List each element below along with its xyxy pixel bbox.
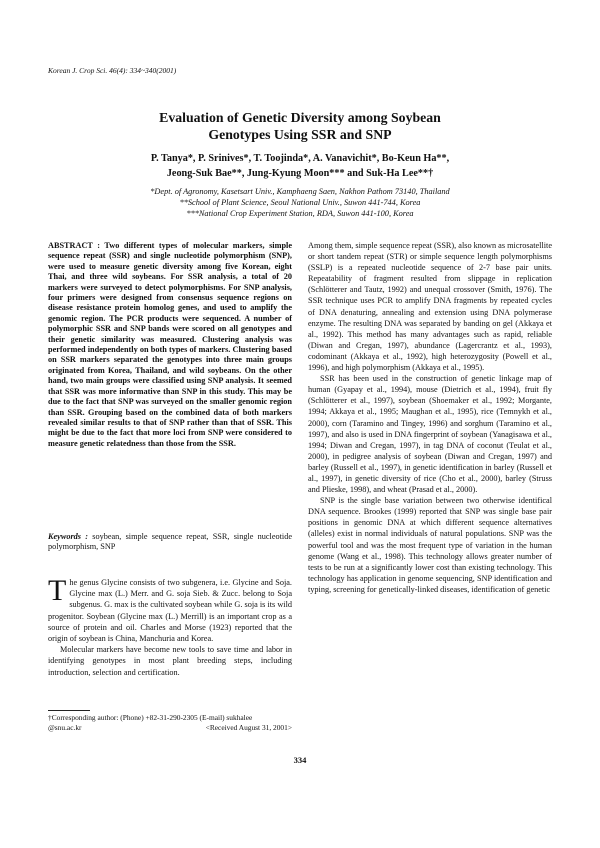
keywords xyxy=(48,532,292,553)
drop-cap: T xyxy=(48,574,67,607)
intro-paragraph-1-text: he genus Glycine consists of two subgenera, i.e. Glycine and Soja. Glycine max (L.) Merr. and G. soja Sieb. & Zucc. belong to Soja subgenus. G. max is the cultivated soybean while G. soja is its wild progenitor. Soybean (Glycine max (L.) Merrill) is an important crop as a source of protein and oil. Charles and Morse (1923) reported that the origin of soybean is China, Manchuria and Korea. xyxy=(48,578,292,644)
title-line-1: Evaluation of Genetic Diversity among Soybean xyxy=(159,110,441,125)
authors-line-2: Jeong-Suk Bae**, Jung-Kyung Moon*** and Suk-Ha Lee**† xyxy=(166,167,434,179)
right-paragraph-3: SNP is the single base variation between two otherwise identifical DNA sequence. Brookes (1999) reported that SNP was single base pair positions in genomic DNA at which different sequence alternatives (alleles) exist in normal individuals of natural populations. SNP was the powerful tool and was the most frequent type of variation in the human genome (Wang et al., 1998). This technology allows greater number of tests to be run at a significantly lower cost than existing technology. This technology has application in genome sequencing, SNP identification and typing, screening for genetically-linked diseases, identification of genetic xyxy=(308,496,552,594)
received-date: <Received August 31, 2001> xyxy=(205,723,292,732)
footnote-line-2 xyxy=(48,723,292,733)
page-number: 334 xyxy=(293,755,307,765)
title-line-2: Genotypes Using SSR and SNP xyxy=(208,126,392,142)
authors-line-1: P. Tanya*, P. Srinives*, T. Toojinda*, A. Vanavichit*, Bo-Keun Ha**, xyxy=(150,153,450,164)
right-paragraph-1: Among them, simple sequence repeat (SSR), also known as microsatellite or short tandem repeat (STR) or simple sequence length polymorphisms (SSLP) is a repeated nucleotide sequence of 2-7 base pair units. Repeatability of fragment resulted from slippage in replication (Schlötterer and Tautz, 1992) and unequal crossover (Smith, 1976). The SSR technique uses PCR to amplify DNA fragments by repeated cycles of DNA denaturing, annealing and extension using DNA polymerase enzyme. The resulting DNA was separated by banding on gel (Akkaya et al., 1992). This method has many advantages such as rapid, reliable (Diwan and Cregan, 1997), abundance (Lagercrantz et al., 1993), codominant (Akkaya et al., 1992), high heterozygosity (Powell et al., 1996), and high polymorphism (Akkaya et al., 1995). xyxy=(308,241,553,373)
affiliations xyxy=(0,187,600,219)
abstract-text: Two different types of molecular markers, simple sequence repeat (SSR) and single nucleotide polymorphism (SNP), were used to measure genetic diversity among five Korean, eight Thai, and three wild soybeans. For SSR analysis, a total of 20 markers were surveyed to detect polymorphisms. For SNP analysis, four primers were designed from consensus sequence regions on disease resistance protein homolog genes, and used to amplify the genomic region. The PCR products were sequenced. A number of polymorphic SSR and SNP bands were scored on all genotypes and their genetic similarity was measured. Clustering analysis was performed independently on both types of markers. Clustering based on SSR markers separated the genotypes into three main groups originated from Korea, Thailand, and wild soybeans. On the other hand, two main groups were classified using SNP analysis. It seemed that SSR was more informative than SNP in this study. This may be due to the fact that SNP was surveyed on the smaller genomic region than SSR. Grouping based on the combined data of both markers revealed similar results to that of SNP rather than that of SSR. This might be due to the fact that more loci from SNP were considered to measure genetic relatedness than those from the SSR. xyxy=(48,241,292,448)
affiliation-1: *Dept. of Agronomy, Kasetsart Univ., Kamphaeng Saen, Nakhon Pathom 73140, Thailand xyxy=(150,187,450,196)
right-column xyxy=(308,240,552,595)
keywords-label: Keywords : xyxy=(48,532,88,541)
intro-paragraph-2: Molecular markers have become new tools to save time and labor in identifying genotypes in most plant breeding steps, including introduction, selection and certification. xyxy=(48,645,292,677)
right-paragraph-2: SSR has been used in the construction of genetic linkage map of human (Gyapay et al., 1994), mouse (Dietrich et al., 1994), fruit fly (Schlötterer et al., 1997), soybean (Shoemaker et al., 1992; Morgante, 1994; Akkaya et al., 1995; Maughan et al., 1995), rice (Temnykh et al., 2000), corn (Taramino and Tingey, 1996) and sorghum (Taramino et al., 1997), and also is used in DNA fingerprint of soybean (Yanagisawa et al., 1994; Diwan and Cregan, 1997), in tag DNA of coconut (Teulat et al., 2000), in pedigree analysis of soybean (Diwan and Cregan, 1997) and barley (Russell et al., 1997), in genetic identification in barley (Russell et al., 1997), in genetic diversity of rice (Cho et al., 2000), barley (Struss and Plieske, 1998), and wheat (Prasad et al., 2000). xyxy=(308,374,552,495)
keywords-text: soybean, simple sequence repeat, SSR, single nucleotide polymorphism, SNP xyxy=(48,532,293,552)
footnote-divider xyxy=(48,710,90,711)
footnote-email-domain: @snu.ac.kr xyxy=(48,723,82,732)
footnote-line-1: †Corresponding author: (Phone) +82-31-290-2305 (E-mail) sukhalee xyxy=(48,713,253,722)
author-list xyxy=(0,152,600,181)
introduction xyxy=(48,574,292,678)
paper-title xyxy=(0,110,600,143)
footnote xyxy=(48,713,292,733)
affiliation-3: ***National Crop Experiment Station, RDA, Suwon 441-100, Korea xyxy=(186,208,414,218)
intro-paragraph-1 xyxy=(48,574,292,644)
affiliation-2: **School of Plant Science, Seoul National Univ., Suwon 441-744, Korea xyxy=(179,197,421,207)
abstract xyxy=(48,241,292,449)
abstract-label: ABSTRACT : xyxy=(48,241,101,250)
journal-citation: Korean J. Crop Sci. 46(4): 334~340(2001) xyxy=(48,66,177,75)
